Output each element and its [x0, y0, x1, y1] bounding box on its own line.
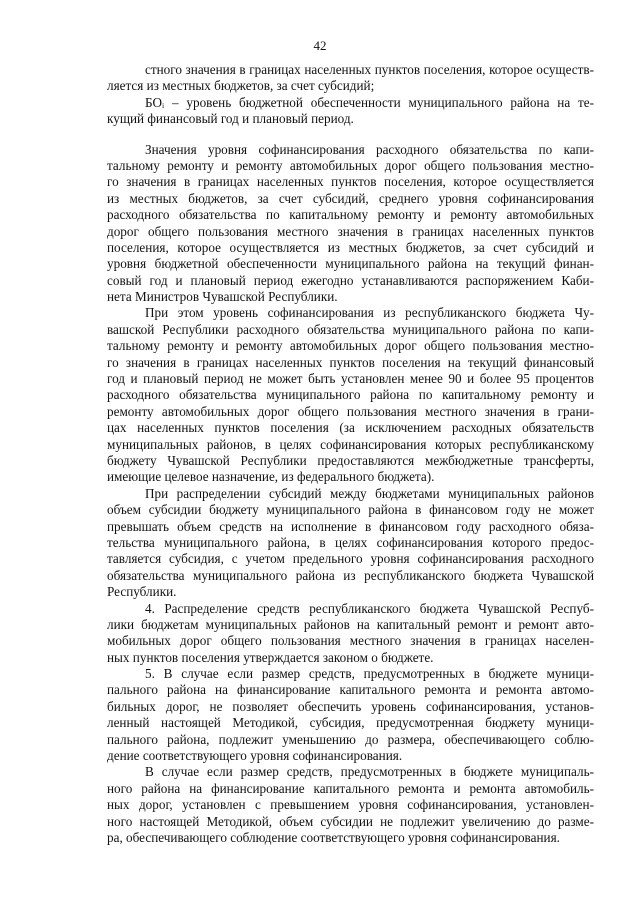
text-line: из местных бюджетов, за счет субсидий, среднего уровня софинансирования [107, 190, 594, 206]
text-line: ного настоящей Методикой, объем субсидии не подлежит увеличению до разме- [107, 813, 594, 829]
paragraph [107, 142, 594, 306]
text-line: пального района, подлежит уменьшению до размера, обеспечивающего соблю- [107, 731, 594, 747]
text-line: муниципальных районов, в целях софинансирования которых республиканскому [107, 436, 594, 452]
text-line: В случае если размер средств, предусмотренных в бюджете муниципаль- [145, 764, 594, 780]
text-line: расходного обязательства муниципального района по капитальному ремонту и [107, 387, 594, 403]
paragraph [107, 764, 594, 846]
text-line: стного значения в границах населенных пунктов поселения, которое осуществ- [145, 62, 594, 77]
text-line: ляется из местных бюджетов, за счет субсидий; [107, 78, 375, 94]
text-line: бильных дорог, не позволяет обеспечить уровень софинансирования, установ- [107, 698, 594, 714]
text-line: пального района на финансирование капитального ремонта и ремонта автомо- [107, 682, 594, 698]
text-line: ных дорог, установлен с превышением уровня софинансирования, установлен- [107, 797, 594, 813]
text-line: тавляется субсидия, с учетом предельного уровня софинансирования расходного [107, 551, 594, 567]
text-line: го значения в границах населенных пунктов поселения, которое осуществляется [107, 174, 594, 190]
text-line: имеющие целевое назначение, из федерального бюджета). [107, 469, 435, 485]
text-line: совый год и плановый период ежегодно устанавливаются распоряжением Каби- [107, 272, 594, 288]
text-line: тальному ремонту и ремонту автомобильных дорог общего пользования местно- [107, 157, 594, 173]
text-line: ных пунктов поселения утверждается законом о бюджете. [107, 649, 434, 665]
text-line: мобильных дорог общего пользования местного значения в границах населен- [107, 633, 594, 649]
text-line: тельства муниципального района, в целях софинансирования которого предос- [107, 534, 594, 550]
text-line: расходного обязательства по капитальному ремонту и ремонту автомобильных [107, 207, 594, 223]
document-body [107, 62, 594, 846]
text-line: тальному ремонту и ремонту автомобильных дорог общего пользования местно- [107, 338, 594, 354]
text-line: обязательства муниципального района из республиканского бюджета Чувашской [107, 567, 594, 583]
text-line: кущий финансовый год и плановый период. [107, 111, 354, 127]
text-line: дение соответствующего уровня софинансирования. [107, 748, 403, 764]
text-line: БОᵢ – уровень бюджетной обеспеченности муниципального района на те- [145, 94, 594, 110]
text-line: бюджету Чувашской Республики предоставляются межбюджетные трансферты, [107, 452, 594, 468]
paragraph [107, 601, 594, 667]
paragraph [107, 95, 594, 128]
text-line: вашской Республики расходного обязательства муниципального района по капи- [107, 321, 594, 337]
paragraph [107, 62, 594, 95]
text-line: лики бюджетам муниципальных районов на капитальный ремонт и ремонт авто- [107, 616, 594, 632]
text-line: При распределении субсидий между бюджетами муниципальных районов [145, 485, 594, 501]
text-line: 4. Распределение средств республиканского бюджета Чувашской Респуб- [145, 600, 594, 616]
text-line: цах населенных пунктов поселения (за исключением расходных обязательств [107, 420, 594, 436]
text-line: ремонту автомобильных дорог общего пользования местного значения в грани- [107, 403, 594, 419]
text-line: объем субсидии бюджету муниципального района в финансовом году не может [107, 502, 594, 518]
text-line: ного района на финансирование капитального ремонта и ремонта автомобиль- [107, 780, 594, 796]
page-number: 42 [313, 38, 327, 53]
paragraph [107, 305, 594, 485]
text-line: Республики. [107, 584, 177, 600]
text-line: год и плановый период не может быть установлен менее 90 и более 95 процентов [107, 371, 594, 387]
text-line: уровня бюджетной обеспеченности муниципального района на текущий финан- [107, 256, 594, 272]
text-line: нета Министров Чувашской Республики. [107, 289, 338, 305]
text-line: При этом уровень софинансирования из республиканского бюджета Чу- [145, 305, 594, 321]
text-line: 5. В случае если размер средств, предусмотренных в бюджете муници- [145, 666, 594, 682]
text-line: го значения в границах населенных пунктов поселения на текущий финансовый [107, 354, 594, 370]
text-line: дорог общего пользования местного значения в границах населенных пунктов [107, 223, 594, 239]
text-line: ленный настоящей Методикой, субсидия, предусмотренная бюджету муници- [107, 715, 594, 731]
text-line: поселения, которое осуществляется из местных бюджетов, за счет субсидий и [107, 239, 594, 255]
text-line: Значения уровня софинансирования расходного обязательства по капи- [145, 141, 594, 157]
text-line: превышать объем средств на исполнение в финансовом году расходного обяза- [107, 518, 594, 534]
paragraph [107, 666, 594, 764]
text-line: ра, обеспечивающего соблюдение соответствующего уровня софинансирования. [107, 829, 560, 845]
paragraph [107, 486, 594, 601]
